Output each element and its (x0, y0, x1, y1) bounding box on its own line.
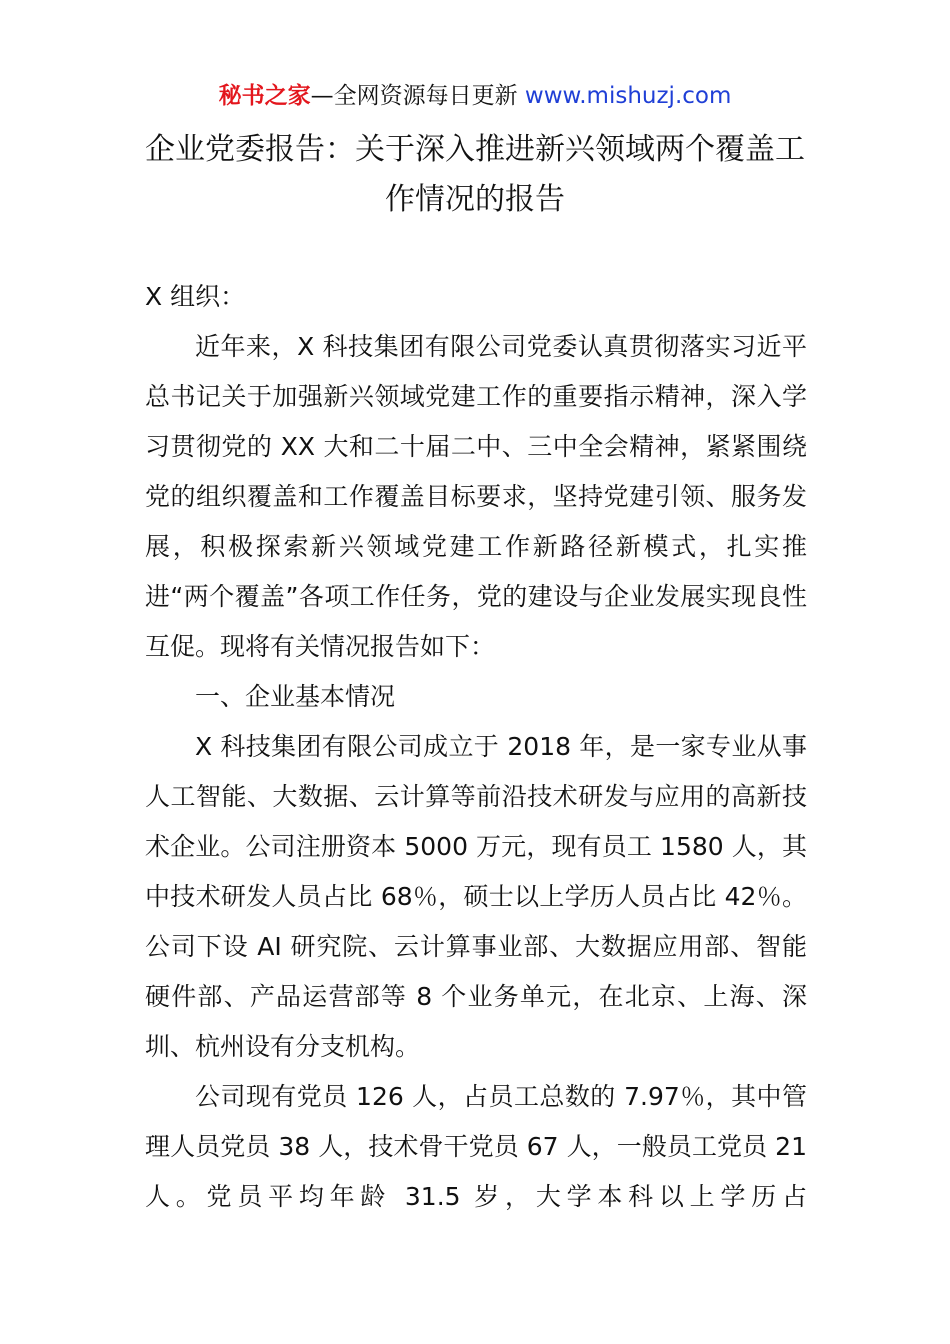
paragraph-intro: 近年来，X 科技集团有限公司党委认真贯彻落实习近平总书记关于加强新兴领域党建工作的重要指示精神，深入学习贯彻党的 XX 大和二十届二中、三中全会精神，紧紧围绕党的组织覆盖和工作覆盖目标要求，坚持党建引领、服务发展，积极探索新兴领域党建工作新路径新模式，扎实推进“两个覆盖”各项工作任务，党的建设与企业发展实现良性互促。现将有关情况报告如下： (145, 332, 807, 661)
paragraph-party-members: 公司现有党员 126 人，占员工总数的 7.97％，其中管理人员党员 38 人，技术骨干党员 67 人，一般员工党员 21 人。党员平均年龄 31.5 岁，大学本科以上学历占 (145, 1082, 807, 1211)
site-url-link[interactable]: www.mishuzj.com (524, 83, 732, 109)
site-slogan: —全网资源每日更新 (310, 83, 525, 109)
document-body (145, 272, 807, 1222)
section-heading: 一、企业基本情况 (195, 682, 396, 711)
salutation: X 组织： (145, 282, 246, 311)
site-header (0, 80, 950, 112)
paragraph-company-overview: X 科技集团有限公司成立于 2018 年，是一家专业从事人工智能、大数据、云计算等前沿技术研发与应用的高新技术企业。公司注册资本 5000 万元，现有员工 1580 人，其中技术研发人员占比 68％，硕士以上学历人员占比 42％。公司下设 AI 研究院、云计算事业部、大数据应用部、智能硬件部、产品运营部等 8 个业务单元，在北京、上海、深圳、杭州设有分支机构。 (145, 732, 807, 1061)
document-title: 企业党委报告：关于深入推进新兴领域两个覆盖工作情况的报告 (145, 132, 805, 217)
site-brand: 秘书之家 (218, 83, 311, 109)
